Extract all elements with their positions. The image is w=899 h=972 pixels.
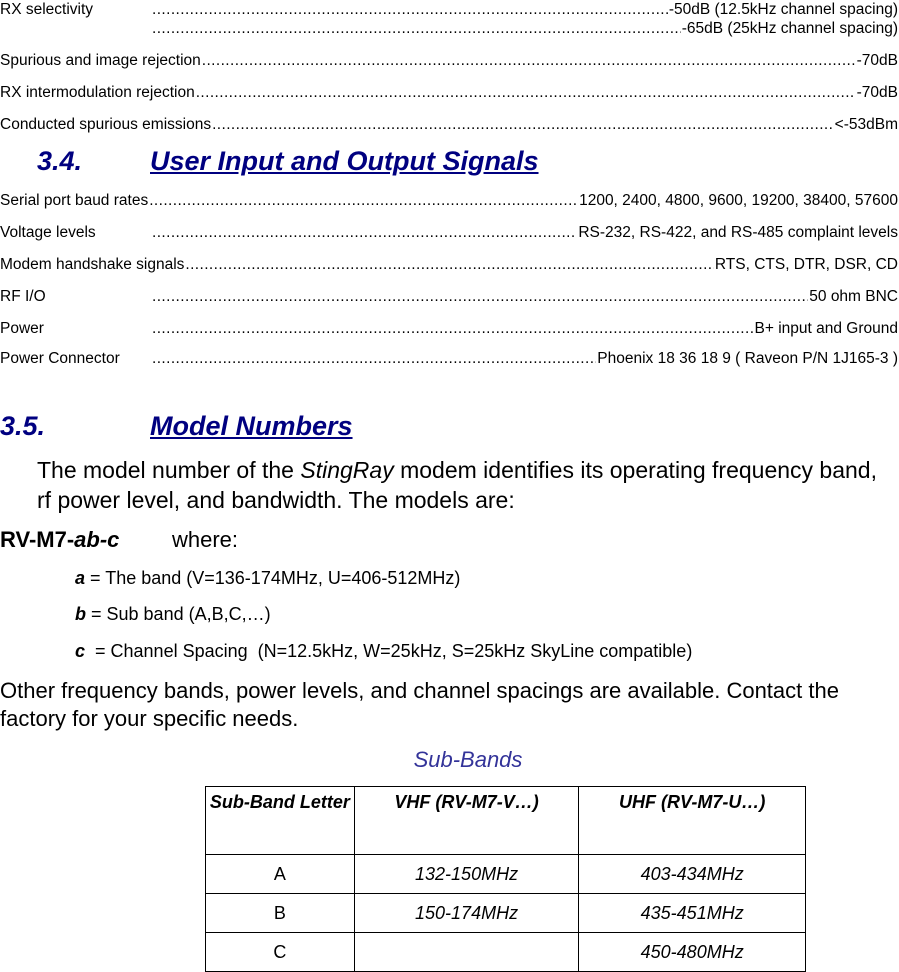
definition-key: a: [75, 568, 86, 588]
spec-label: Spurious and image rejection: [0, 52, 201, 69]
section-title: Model Numbers: [150, 411, 353, 441]
intro-paragraph: [37, 455, 897, 515]
spec-label: RX selectivity: [0, 1, 94, 18]
spec-value: -70dB: [856, 52, 898, 69]
dot-leader: [212, 116, 834, 134]
spec-rf-io: [0, 288, 898, 306]
spec-voltage-levels: [0, 224, 898, 242]
section-number: 3.4.: [37, 146, 83, 176]
table-row: [206, 894, 806, 933]
definition-text: = The band (V=136-174MHz, U=406-512MHz): [85, 568, 461, 588]
dot-leader: [202, 52, 856, 70]
table-cell: 150-174MHz: [354, 894, 579, 933]
intro-text: The model number of the: [37, 457, 301, 483]
table-cell: C: [206, 933, 355, 972]
model-vars: ab-c: [74, 527, 120, 552]
dot-leader: [152, 20, 681, 38]
spec-label: RF I/O: [0, 288, 46, 305]
table-caption: Sub-Bands: [413, 747, 523, 772]
spec-spurious-image: [0, 52, 898, 70]
table-cell: B: [206, 894, 355, 933]
spec-label: Power Connector: [0, 350, 120, 367]
section-number: 3.5.: [0, 411, 46, 441]
spec-label: Power: [0, 320, 44, 337]
spec-label: Serial port baud rates: [0, 192, 149, 209]
spec-value: -50dB (12.5kHz channel spacing): [668, 1, 898, 18]
table-header-row: [206, 787, 806, 855]
definition-text: = Sub band (A,B,C,…): [86, 604, 271, 624]
spec-power-connector: [0, 350, 898, 368]
spec-label: Conducted spurious emissions: [0, 116, 212, 133]
spec-conducted: [0, 116, 898, 134]
spec-value: 50 ohm BNC: [809, 288, 898, 305]
definition-key: b: [75, 604, 86, 624]
table-row: [206, 855, 806, 894]
dot-leader: [152, 320, 754, 338]
sub-bands-table: [205, 786, 806, 972]
table-header-cell: UHF (RV-M7-U…): [579, 787, 806, 855]
definition-key: c: [75, 641, 86, 661]
table-cell: 435-451MHz: [579, 894, 806, 933]
definition-a: [75, 567, 460, 589]
dot-leader: [185, 256, 713, 274]
spec-power: [0, 320, 898, 338]
footer-paragraph: Other frequency bands, power levels, and channel spacings are available. Contact the factory for your specific needs.: [0, 678, 839, 731]
dot-leader: [152, 288, 808, 306]
definition-b: [75, 603, 271, 625]
spec-label: Voltage levels: [0, 224, 96, 241]
spec-handshake: [0, 256, 898, 274]
spec-label: Modem handshake signals: [0, 256, 185, 273]
spec-label: RX intermodulation rejection: [0, 84, 195, 101]
section-title: User Input and Output Signals: [150, 146, 539, 176]
definition-c: [75, 640, 692, 662]
model-prefix: RV-M7-: [0, 527, 75, 552]
dot-leader: [196, 84, 856, 102]
model-where: where:: [172, 527, 239, 552]
table-cell: 132-150MHz: [354, 855, 579, 894]
table-header-cell: VHF (RV-M7-V…): [354, 787, 579, 855]
model-code: [0, 525, 119, 555]
table-cell: A: [206, 855, 355, 894]
spec-value: RS-232, RS-422, and RS-485 complaint levels: [578, 224, 898, 241]
spec-rx-selectivity-2: [0, 20, 898, 38]
spec-intermod: [0, 84, 898, 102]
spec-value: B+ input and Ground: [754, 320, 898, 337]
spec-value: <-53dBm: [834, 116, 898, 133]
intro-text-cont: modem identifies its operating frequency band, rf power level, and bandwidth. The models are:: [37, 457, 877, 513]
spec-value: Phoenix 18 36 18 9 ( Raveon P/N 1J165-3 ): [597, 350, 898, 367]
dot-leader: [152, 350, 596, 368]
dot-leader: [152, 1, 668, 19]
table-row: [206, 933, 806, 972]
definition-text: = Channel Spacing (N=12.5kHz, W=25kHz, S=25kHz SkyLine compatible): [85, 641, 693, 661]
table-cell: [354, 933, 579, 972]
dot-leader: [149, 192, 578, 210]
spec-rx-selectivity: [0, 1, 898, 19]
section-heading-3-4: [37, 145, 539, 177]
spec-value: -70dB: [856, 84, 898, 101]
spec-value: RTS, CTS, DTR, DSR, CD: [714, 256, 898, 273]
spec-value: -65dB (25kHz channel spacing): [681, 20, 898, 37]
spec-baud-rates: [0, 192, 898, 210]
table-header-cell: Sub-Band Letter: [206, 787, 355, 855]
table-cell: 450-480MHz: [579, 933, 806, 972]
product-name: StingRay: [300, 457, 394, 483]
spec-value: 1200, 2400, 4800, 9600, 19200, 38400, 57600: [579, 192, 898, 209]
table-cell: 403-434MHz: [579, 855, 806, 894]
section-heading-3-5: [0, 410, 353, 442]
dot-leader: [152, 224, 577, 242]
